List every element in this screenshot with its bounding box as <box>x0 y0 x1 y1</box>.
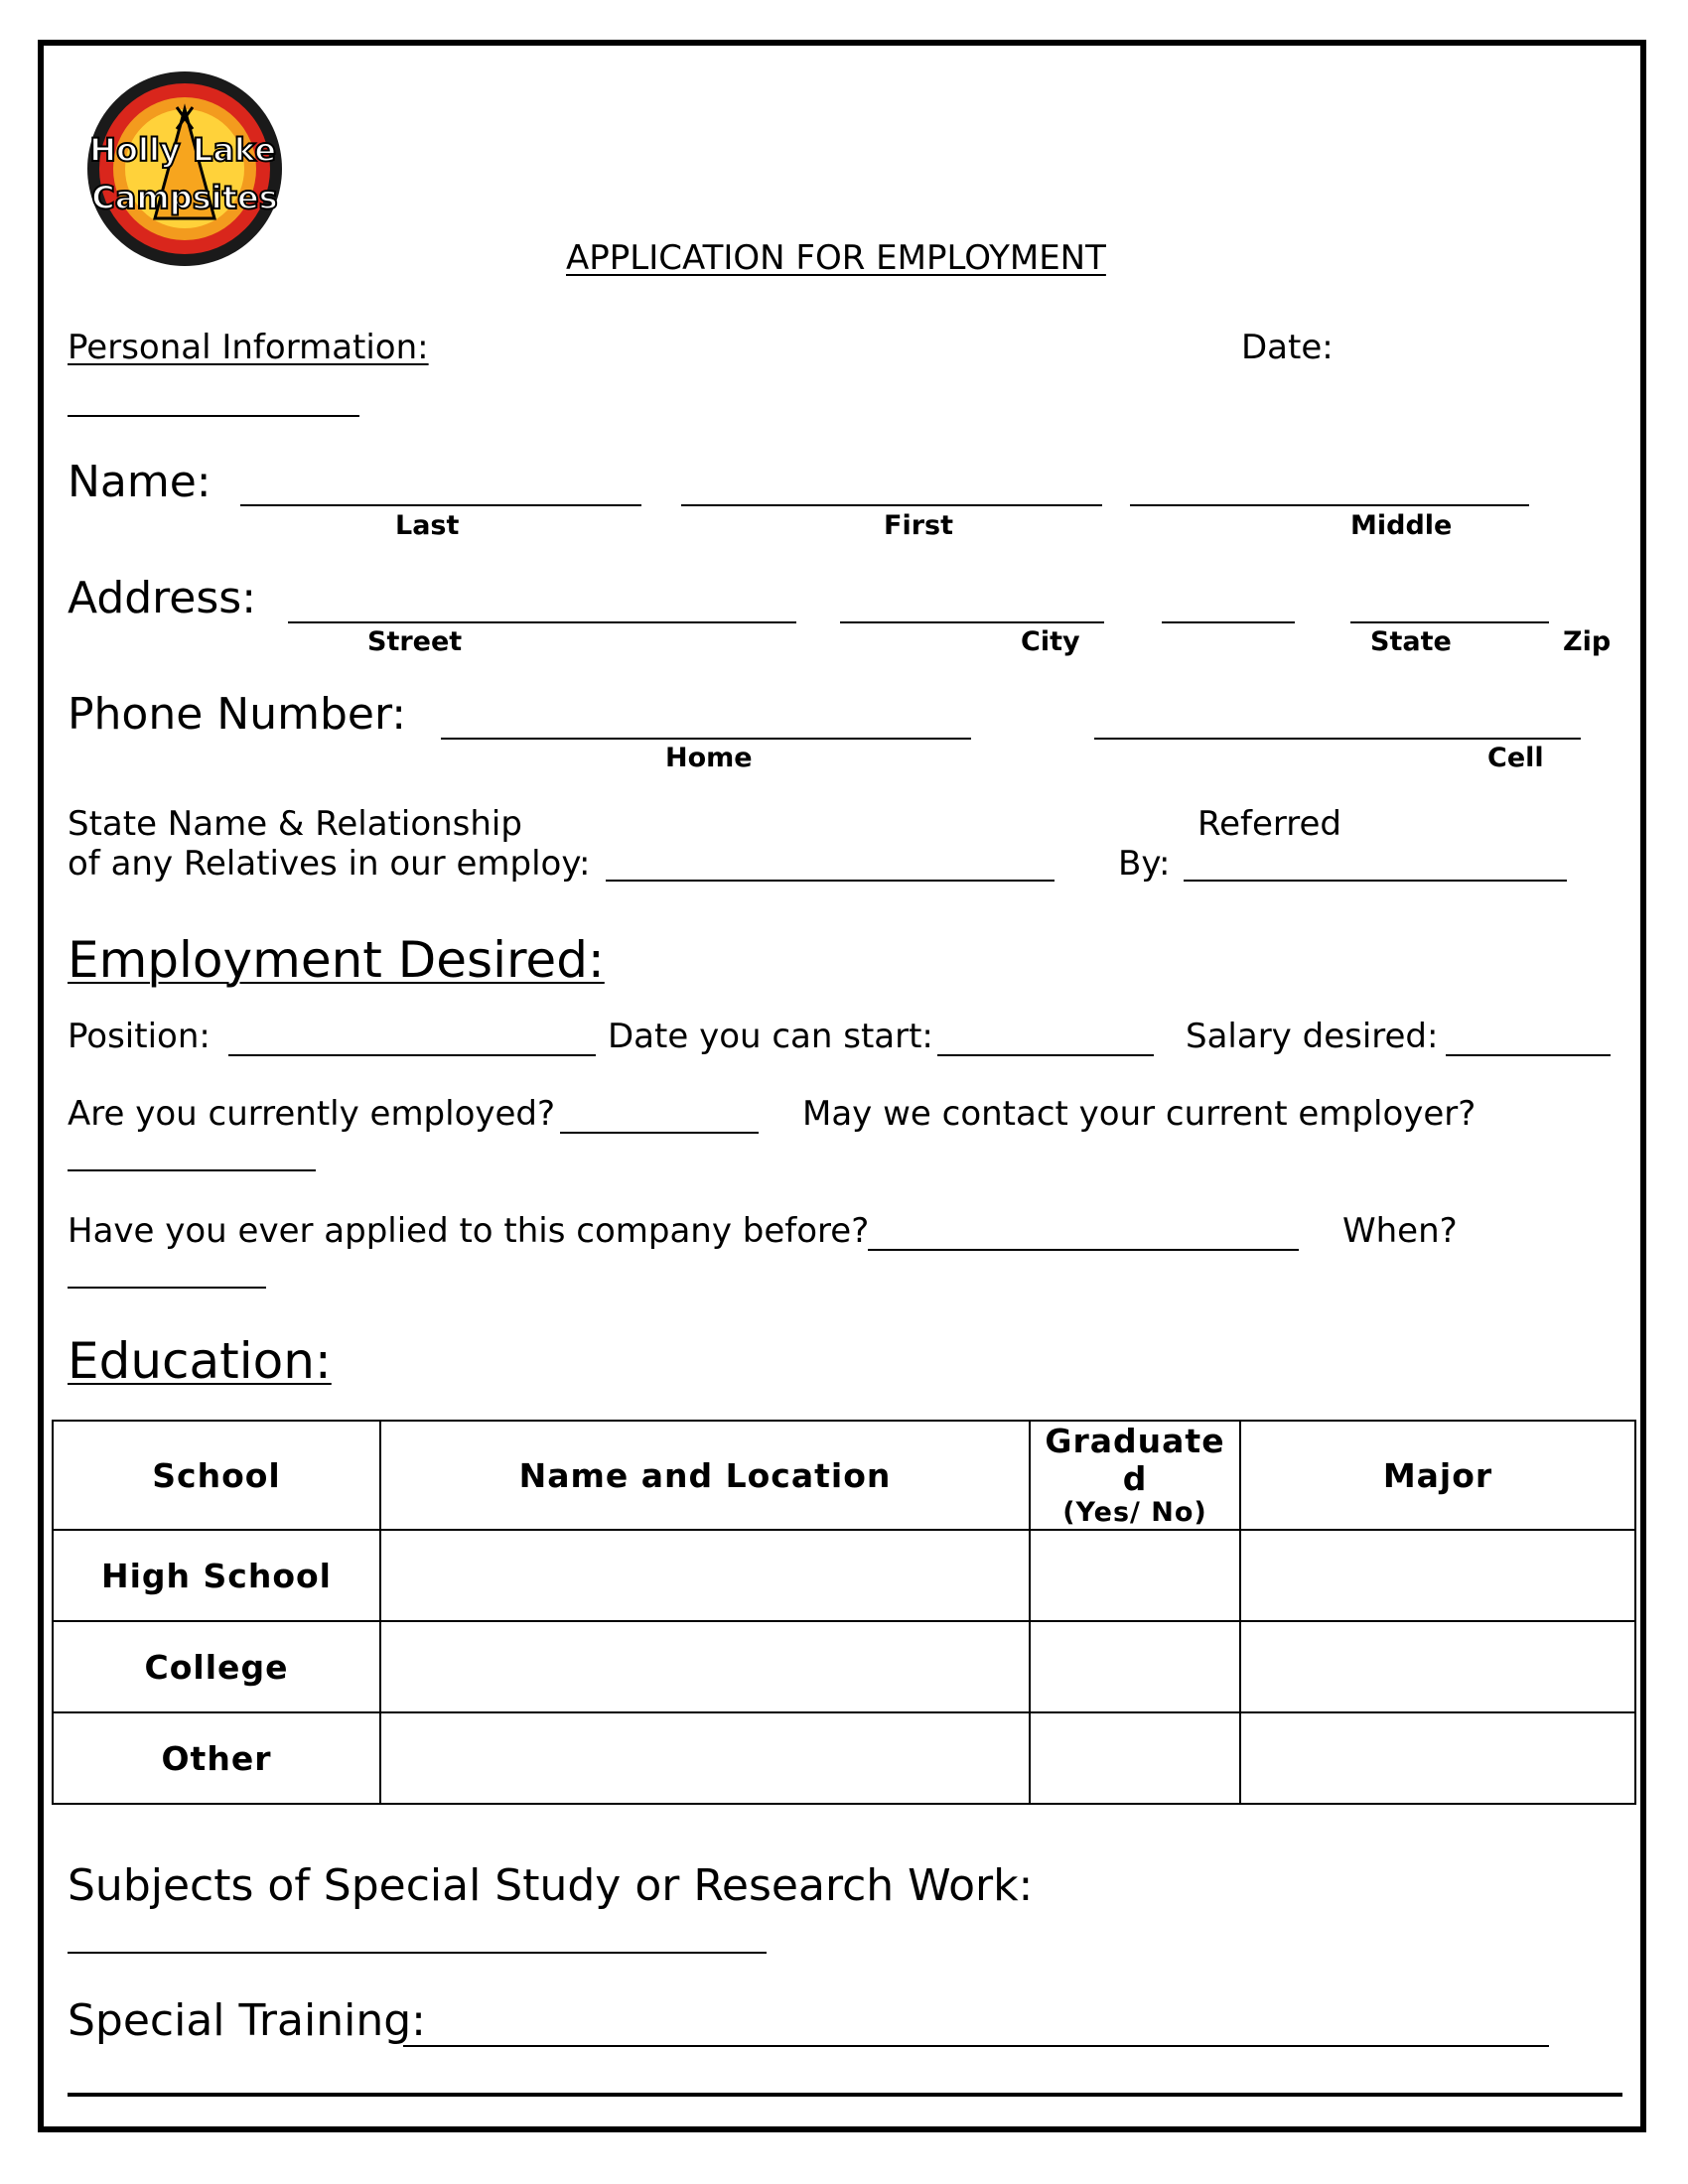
graduated-yes-no-hint: (Yes/ No) <box>1062 1497 1207 1528</box>
street-field[interactable] <box>288 621 796 623</box>
salary-label: Salary desired: <box>1186 1017 1439 1056</box>
phone-label: Phone Number: <box>68 689 407 740</box>
education-header-row <box>53 1421 1635 1530</box>
state-field[interactable] <box>1162 621 1295 623</box>
column-header-name-location: Name and Location <box>380 1421 1030 1530</box>
row-label-high-school: High School <box>53 1530 380 1621</box>
when-label: When? <box>1342 1211 1458 1251</box>
middle-name-field[interactable] <box>1130 504 1529 506</box>
position-field[interactable] <box>228 1054 596 1056</box>
other-name-location-cell[interactable] <box>380 1712 1030 1804</box>
special-training-field[interactable] <box>403 2045 1549 2047</box>
contact-employer-label: May we contact your current employer? <box>802 1094 1477 1134</box>
other-major-cell[interactable] <box>1240 1712 1635 1804</box>
column-header-major: Major <box>1240 1421 1635 1530</box>
first-name-field[interactable] <box>681 504 1102 506</box>
relatives-label-line2: of any Relatives in our employ: <box>68 844 591 884</box>
holly-lake-campsites-logo <box>85 69 284 268</box>
special-training-label: Special Training: <box>68 1995 426 2046</box>
last-name-field[interactable] <box>240 504 641 506</box>
date-label: Date: <box>1241 328 1334 367</box>
column-header-school: School <box>53 1421 380 1530</box>
column-header-graduated <box>1030 1421 1240 1530</box>
currently-employed-field[interactable] <box>560 1132 759 1134</box>
state-sublabel: State <box>1370 626 1452 657</box>
zip-field[interactable] <box>1350 621 1549 623</box>
relatives-label-line1: State Name & Relationship <box>68 804 522 844</box>
table-row <box>53 1621 1635 1712</box>
city-sublabel: City <box>1021 626 1080 657</box>
special-study-label: Subjects of Special Study or Research Work: <box>68 1860 1034 1911</box>
college-major-cell[interactable] <box>1240 1621 1635 1712</box>
high-school-major-cell[interactable] <box>1240 1530 1635 1621</box>
personal-info-heading: Personal Information: <box>68 328 429 367</box>
cell-sublabel: Cell <box>1487 743 1544 773</box>
applied-before-label: Have you ever applied to this company before? <box>68 1211 870 1251</box>
middle-sublabel: Middle <box>1350 510 1453 541</box>
position-label: Position: <box>68 1017 211 1056</box>
relatives-field[interactable] <box>606 880 1055 882</box>
zip-sublabel: Zip <box>1563 626 1612 657</box>
first-sublabel: First <box>884 510 953 541</box>
name-label: Name: <box>68 457 211 507</box>
college-graduated-cell[interactable] <box>1030 1621 1240 1712</box>
logo-text-campsites: Campsites <box>91 179 278 216</box>
salary-field[interactable] <box>1446 1054 1611 1056</box>
referred-by-field[interactable] <box>1184 880 1567 882</box>
logo-text-lake: Lake <box>192 131 277 169</box>
high-school-name-location-cell[interactable] <box>380 1530 1030 1621</box>
referred-label-line1: Referred <box>1197 804 1342 844</box>
form-title: APPLICATION FOR EMPLOYMENT <box>566 238 1106 278</box>
home-phone-field[interactable] <box>441 738 971 740</box>
home-sublabel: Home <box>665 743 753 773</box>
graduated-label-wrap: d <box>1122 1459 1148 1498</box>
applied-before-field[interactable] <box>868 1249 1299 1251</box>
referred-label-line2: By: <box>1118 844 1171 884</box>
college-name-location-cell[interactable] <box>380 1621 1030 1712</box>
currently-employed-label: Are you currently employed? <box>68 1094 556 1134</box>
city-field[interactable] <box>840 621 1104 623</box>
date-field[interactable] <box>68 415 359 417</box>
employment-desired-heading: Employment Desired: <box>68 931 605 989</box>
logo-text-holly: Holly <box>89 131 181 169</box>
last-sublabel: Last <box>395 510 460 541</box>
graduated-label: Graduate <box>1045 1422 1225 1460</box>
table-row <box>53 1712 1635 1804</box>
row-label-other: Other <box>53 1712 380 1804</box>
when-field[interactable] <box>68 1287 266 1289</box>
start-date-label: Date you can start: <box>608 1017 933 1056</box>
table-row <box>53 1530 1635 1621</box>
special-study-field[interactable] <box>68 1952 767 1954</box>
education-table <box>52 1420 1636 1805</box>
street-sublabel: Street <box>367 626 463 657</box>
address-label: Address: <box>68 573 257 623</box>
high-school-graduated-cell[interactable] <box>1030 1530 1240 1621</box>
special-training-extra-line[interactable] <box>68 2093 1622 2097</box>
start-date-field[interactable] <box>937 1054 1154 1056</box>
cell-phone-field[interactable] <box>1094 738 1581 740</box>
other-graduated-cell[interactable] <box>1030 1712 1240 1804</box>
education-heading: Education: <box>68 1332 332 1390</box>
contact-employer-field[interactable] <box>68 1169 316 1171</box>
row-label-college: College <box>53 1621 380 1712</box>
